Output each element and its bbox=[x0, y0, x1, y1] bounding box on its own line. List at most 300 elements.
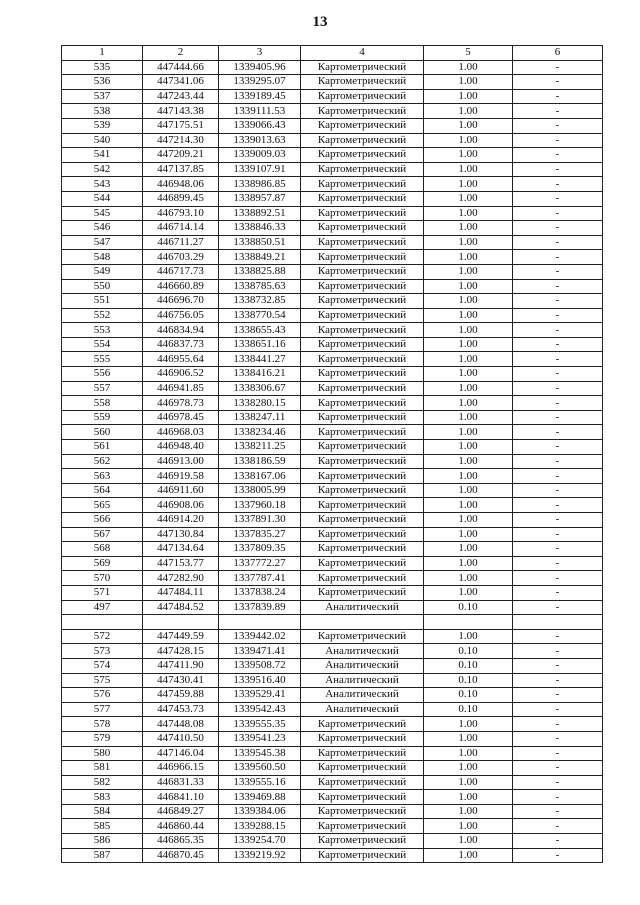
cell-n: 548 bbox=[62, 250, 143, 265]
cell-y: 1337809.35 bbox=[219, 542, 301, 557]
cell-y: 1338441.27 bbox=[219, 352, 301, 367]
cell-x: 446919.58 bbox=[143, 469, 219, 484]
cell-x: 446968.03 bbox=[143, 425, 219, 440]
table-row bbox=[62, 542, 603, 557]
cell-x: 447484.52 bbox=[143, 600, 219, 615]
cell-note: - bbox=[513, 658, 603, 673]
cell-n: 556 bbox=[62, 367, 143, 382]
cell-method: Картометрический bbox=[301, 264, 424, 279]
table-row bbox=[62, 352, 603, 367]
cell-n: 537 bbox=[62, 89, 143, 104]
cell-x: 447430.41 bbox=[143, 673, 219, 688]
cell-acc: 1.00 bbox=[424, 264, 513, 279]
cell-acc: 0.10 bbox=[424, 688, 513, 703]
table-row bbox=[62, 425, 603, 440]
cell-n: 573 bbox=[62, 644, 143, 659]
cell-acc: 0.10 bbox=[424, 673, 513, 688]
cell-n: 551 bbox=[62, 294, 143, 309]
cell-x: 446837.73 bbox=[143, 337, 219, 352]
cell-y: 1339288.15 bbox=[219, 819, 301, 834]
cell-y: 1337839.89 bbox=[219, 600, 301, 615]
cell-acc: 1.00 bbox=[424, 775, 513, 790]
cell-method: Картометрический bbox=[301, 75, 424, 90]
cell-y: 1339107.91 bbox=[219, 162, 301, 177]
cell-note: - bbox=[513, 133, 603, 148]
cell-y: 1337835.27 bbox=[219, 527, 301, 542]
cell-x: 447214.30 bbox=[143, 133, 219, 148]
cell-method: Картометрический bbox=[301, 89, 424, 104]
cell-method bbox=[301, 615, 424, 630]
cell-method: Картометрический bbox=[301, 148, 424, 163]
table-row bbox=[62, 600, 603, 615]
cell-method: Картометрический bbox=[301, 527, 424, 542]
cell-acc: 1.00 bbox=[424, 585, 513, 600]
cell-method: Картометрический bbox=[301, 162, 424, 177]
cell-note: - bbox=[513, 848, 603, 863]
cell-method: Картометрический bbox=[301, 469, 424, 484]
cell-method: Картометрический bbox=[301, 483, 424, 498]
cell-method: Картометрический bbox=[301, 60, 424, 75]
cell-x: 446793.10 bbox=[143, 206, 219, 221]
cell-x: 447444.66 bbox=[143, 60, 219, 75]
cell-method: Картометрический bbox=[301, 294, 424, 309]
cell-x: 446714.14 bbox=[143, 221, 219, 236]
cell-n: 560 bbox=[62, 425, 143, 440]
cell-method: Аналитический bbox=[301, 658, 424, 673]
cell-x: 447143.38 bbox=[143, 104, 219, 119]
cell-n: 543 bbox=[62, 177, 143, 192]
table-row bbox=[62, 731, 603, 746]
cell-method: Картометрический bbox=[301, 352, 424, 367]
cell-method: Картометрический bbox=[301, 848, 424, 863]
cell-acc: 1.00 bbox=[424, 717, 513, 732]
cell-y: 1339384.06 bbox=[219, 804, 301, 819]
cell-method: Картометрический bbox=[301, 498, 424, 513]
table-row bbox=[62, 513, 603, 528]
cell-n: 574 bbox=[62, 658, 143, 673]
cell-n: 535 bbox=[62, 60, 143, 75]
cell-y: 1338186.59 bbox=[219, 454, 301, 469]
cell-x: 446834.94 bbox=[143, 323, 219, 338]
cell-note: - bbox=[513, 440, 603, 455]
cell-acc: 0.10 bbox=[424, 600, 513, 615]
cell-n: 582 bbox=[62, 775, 143, 790]
cell-n: 553 bbox=[62, 323, 143, 338]
cell-x: 446966.15 bbox=[143, 761, 219, 776]
cell-method: Картометрический bbox=[301, 221, 424, 236]
cell-y: 1339560.50 bbox=[219, 761, 301, 776]
cell-n: 583 bbox=[62, 790, 143, 805]
cell-acc: 1.00 bbox=[424, 629, 513, 644]
cell-note: - bbox=[513, 75, 603, 90]
cell-n: 559 bbox=[62, 410, 143, 425]
cell-note: - bbox=[513, 323, 603, 338]
cell-x: 446860.44 bbox=[143, 819, 219, 834]
cell-x: 447175.51 bbox=[143, 118, 219, 133]
cell-method: Картометрический bbox=[301, 717, 424, 732]
cell-n: 562 bbox=[62, 454, 143, 469]
cell-n: 564 bbox=[62, 483, 143, 498]
cell-x: 447411.90 bbox=[143, 658, 219, 673]
cell-acc: 0.10 bbox=[424, 702, 513, 717]
table-row bbox=[62, 410, 603, 425]
cell-x: 447484.11 bbox=[143, 585, 219, 600]
cell-n: 566 bbox=[62, 513, 143, 528]
cell-method: Картометрический bbox=[301, 513, 424, 528]
table-row bbox=[62, 615, 603, 630]
cell-acc: 1.00 bbox=[424, 834, 513, 849]
cell-x: 446911.60 bbox=[143, 483, 219, 498]
cell-note: - bbox=[513, 790, 603, 805]
table-row bbox=[62, 454, 603, 469]
cell-y: 1338234.46 bbox=[219, 425, 301, 440]
table-row bbox=[62, 790, 603, 805]
cell-x: 446756.05 bbox=[143, 308, 219, 323]
cell-acc: 1.00 bbox=[424, 425, 513, 440]
cell-note: - bbox=[513, 425, 603, 440]
cell-y: 1338005.99 bbox=[219, 483, 301, 498]
cell-y: 1339555.35 bbox=[219, 717, 301, 732]
cell-acc: 0.10 bbox=[424, 644, 513, 659]
cell-n: 567 bbox=[62, 527, 143, 542]
cell-note: - bbox=[513, 264, 603, 279]
page-number: 13 bbox=[312, 14, 328, 30]
cell-x: 447341.06 bbox=[143, 75, 219, 90]
cell-acc: 1.00 bbox=[424, 162, 513, 177]
table-row bbox=[62, 834, 603, 849]
table-row bbox=[62, 585, 603, 600]
cell-note: - bbox=[513, 337, 603, 352]
cell-x: 446717.73 bbox=[143, 264, 219, 279]
table-row bbox=[62, 498, 603, 513]
cell-y: 1339254.70 bbox=[219, 834, 301, 849]
cell-n: 575 bbox=[62, 673, 143, 688]
cell-n: 577 bbox=[62, 702, 143, 717]
cell-y: 1339541.23 bbox=[219, 731, 301, 746]
cell-acc: 1.00 bbox=[424, 148, 513, 163]
cell-y: 1339516.40 bbox=[219, 673, 301, 688]
cell-n: 569 bbox=[62, 556, 143, 571]
table-row bbox=[62, 717, 603, 732]
cell-method: Картометрический bbox=[301, 761, 424, 776]
cell-method: Картометрический bbox=[301, 571, 424, 586]
cell-x: 446660.89 bbox=[143, 279, 219, 294]
header-cell: 2 bbox=[143, 46, 219, 61]
cell-y: 1339469.88 bbox=[219, 790, 301, 805]
cell-acc: 1.00 bbox=[424, 469, 513, 484]
cell-note: - bbox=[513, 148, 603, 163]
cell-y: 1338849.21 bbox=[219, 250, 301, 265]
cell-method: Картометрический bbox=[301, 381, 424, 396]
cell-x: 446914.20 bbox=[143, 513, 219, 528]
table-row bbox=[62, 177, 603, 192]
cell-acc: 1.00 bbox=[424, 250, 513, 265]
cell-acc: 1.00 bbox=[424, 848, 513, 863]
cell-acc: 1.00 bbox=[424, 323, 513, 338]
cell-note: - bbox=[513, 367, 603, 382]
cell-acc: 1.00 bbox=[424, 235, 513, 250]
cell-acc: 1.00 bbox=[424, 337, 513, 352]
table-row bbox=[62, 191, 603, 206]
header-cell: 4 bbox=[301, 46, 424, 61]
cell-x: 447130.84 bbox=[143, 527, 219, 542]
cell-y: 1338167.06 bbox=[219, 469, 301, 484]
cell-acc: 1.00 bbox=[424, 221, 513, 236]
cell-acc: 1.00 bbox=[424, 279, 513, 294]
table-row bbox=[62, 848, 603, 863]
table-row bbox=[62, 702, 603, 717]
cell-x: 447243.44 bbox=[143, 89, 219, 104]
table-row bbox=[62, 264, 603, 279]
cell-method: Картометрический bbox=[301, 308, 424, 323]
cell-y: 1339111.53 bbox=[219, 104, 301, 119]
cell-note: - bbox=[513, 761, 603, 776]
coordinates-table bbox=[61, 45, 603, 863]
table-row bbox=[62, 294, 603, 309]
cell-y: 1337838.24 bbox=[219, 585, 301, 600]
cell-x: 446831.33 bbox=[143, 775, 219, 790]
cell-note: - bbox=[513, 644, 603, 659]
cell-note: - bbox=[513, 556, 603, 571]
table-row bbox=[62, 775, 603, 790]
table-row bbox=[62, 761, 603, 776]
cell-n: 584 bbox=[62, 804, 143, 819]
cell-note: - bbox=[513, 834, 603, 849]
cell-acc: 1.00 bbox=[424, 367, 513, 382]
cell-n: 565 bbox=[62, 498, 143, 513]
table-row bbox=[62, 556, 603, 571]
cell-n: 571 bbox=[62, 585, 143, 600]
cell-method: Картометрический bbox=[301, 323, 424, 338]
table-row bbox=[62, 235, 603, 250]
cell-x: 446865.35 bbox=[143, 834, 219, 849]
cell-method: Картометрический bbox=[301, 775, 424, 790]
table-row bbox=[62, 162, 603, 177]
cell-y: 1338986.85 bbox=[219, 177, 301, 192]
cell-acc: 1.00 bbox=[424, 60, 513, 75]
cell-acc: 1.00 bbox=[424, 410, 513, 425]
table-row bbox=[62, 118, 603, 133]
table-body bbox=[62, 60, 603, 863]
cell-acc bbox=[424, 615, 513, 630]
cell-n: 578 bbox=[62, 717, 143, 732]
cell-y: 1339442.02 bbox=[219, 629, 301, 644]
cell-method: Картометрический bbox=[301, 790, 424, 805]
cell-method: Картометрический bbox=[301, 118, 424, 133]
cell-n: 587 bbox=[62, 848, 143, 863]
cell-n: 540 bbox=[62, 133, 143, 148]
cell-note: - bbox=[513, 542, 603, 557]
cell-method: Картометрический bbox=[301, 410, 424, 425]
cell-x: 447453.73 bbox=[143, 702, 219, 717]
table-row bbox=[62, 308, 603, 323]
table-row bbox=[62, 323, 603, 338]
cell-x: 447410.50 bbox=[143, 731, 219, 746]
cell-n: 581 bbox=[62, 761, 143, 776]
cell-note: - bbox=[513, 571, 603, 586]
cell-y: 1338211.25 bbox=[219, 440, 301, 455]
cell-note: - bbox=[513, 279, 603, 294]
cell-method: Аналитический bbox=[301, 673, 424, 688]
cell-note: - bbox=[513, 454, 603, 469]
cell-acc: 1.00 bbox=[424, 790, 513, 805]
cell-note: - bbox=[513, 746, 603, 761]
cell-n: 557 bbox=[62, 381, 143, 396]
cell-y: 1339405.96 bbox=[219, 60, 301, 75]
cell-acc: 1.00 bbox=[424, 396, 513, 411]
cell-x: 446870.45 bbox=[143, 848, 219, 863]
cell-x: 446908.06 bbox=[143, 498, 219, 513]
cell-note: - bbox=[513, 585, 603, 600]
cell-method: Картометрический bbox=[301, 104, 424, 119]
cell-note: - bbox=[513, 688, 603, 703]
cell-n: 546 bbox=[62, 221, 143, 236]
cell-n: 544 bbox=[62, 191, 143, 206]
cell-n: 547 bbox=[62, 235, 143, 250]
cell-acc: 1.00 bbox=[424, 133, 513, 148]
cell-note: - bbox=[513, 483, 603, 498]
cell-y: 1338846.33 bbox=[219, 221, 301, 236]
cell-note: - bbox=[513, 352, 603, 367]
cell-y: 1339471.41 bbox=[219, 644, 301, 659]
cell-method: Картометрический bbox=[301, 542, 424, 557]
cell-acc: 0.10 bbox=[424, 658, 513, 673]
cell-n: 554 bbox=[62, 337, 143, 352]
table-row bbox=[62, 381, 603, 396]
table-row bbox=[62, 644, 603, 659]
cell-x: 446941.85 bbox=[143, 381, 219, 396]
cell-acc: 1.00 bbox=[424, 556, 513, 571]
cell-y bbox=[219, 615, 301, 630]
header-cell: 3 bbox=[219, 46, 301, 61]
cell-note: - bbox=[513, 294, 603, 309]
cell-y: 1338785.63 bbox=[219, 279, 301, 294]
cell-note: - bbox=[513, 177, 603, 192]
cell-x: 447449.59 bbox=[143, 629, 219, 644]
cell-x: 447134.64 bbox=[143, 542, 219, 557]
cell-acc: 1.00 bbox=[424, 118, 513, 133]
cell-note: - bbox=[513, 235, 603, 250]
cell-n: 563 bbox=[62, 469, 143, 484]
cell-x: 446948.40 bbox=[143, 440, 219, 455]
cell-n: 558 bbox=[62, 396, 143, 411]
cell-x bbox=[143, 615, 219, 630]
table-row bbox=[62, 483, 603, 498]
cell-acc: 1.00 bbox=[424, 746, 513, 761]
cell-acc: 1.00 bbox=[424, 308, 513, 323]
cell-method: Картометрический bbox=[301, 746, 424, 761]
cell-method: Картометрический bbox=[301, 556, 424, 571]
header-cell: 1 bbox=[62, 46, 143, 61]
cell-n: 542 bbox=[62, 162, 143, 177]
cell-note: - bbox=[513, 600, 603, 615]
cell-note: - bbox=[513, 60, 603, 75]
cell-acc: 1.00 bbox=[424, 571, 513, 586]
cell-acc: 1.00 bbox=[424, 352, 513, 367]
cell-acc: 1.00 bbox=[424, 819, 513, 834]
cell-y: 1337772.27 bbox=[219, 556, 301, 571]
cell-note: - bbox=[513, 731, 603, 746]
cell-y: 1339066.43 bbox=[219, 118, 301, 133]
cell-method: Картометрический bbox=[301, 629, 424, 644]
cell-y: 1338957.87 bbox=[219, 191, 301, 206]
header-cell: 5 bbox=[424, 46, 513, 61]
cell-n: 586 bbox=[62, 834, 143, 849]
cell-y: 1338651.16 bbox=[219, 337, 301, 352]
table-row bbox=[62, 133, 603, 148]
cell-y: 1339009.03 bbox=[219, 148, 301, 163]
cell-note: - bbox=[513, 89, 603, 104]
cell-n: 538 bbox=[62, 104, 143, 119]
table-row bbox=[62, 527, 603, 542]
cell-y: 1338892.51 bbox=[219, 206, 301, 221]
cell-x: 446955.64 bbox=[143, 352, 219, 367]
cell-x: 446913.00 bbox=[143, 454, 219, 469]
table-row bbox=[62, 148, 603, 163]
cell-method: Картометрический bbox=[301, 191, 424, 206]
cell-y: 1338306.67 bbox=[219, 381, 301, 396]
cell-method: Аналитический bbox=[301, 702, 424, 717]
cell-method: Картометрический bbox=[301, 585, 424, 600]
cell-note: - bbox=[513, 469, 603, 484]
table-row bbox=[62, 206, 603, 221]
cell-y: 1339545.38 bbox=[219, 746, 301, 761]
cell-method: Картометрический bbox=[301, 834, 424, 849]
cell-n: 555 bbox=[62, 352, 143, 367]
cell-n: 568 bbox=[62, 542, 143, 557]
cell-n: 552 bbox=[62, 308, 143, 323]
cell-note: - bbox=[513, 775, 603, 790]
cell-acc: 1.00 bbox=[424, 191, 513, 206]
table-row bbox=[62, 804, 603, 819]
cell-y: 1338655.43 bbox=[219, 323, 301, 338]
table-row bbox=[62, 250, 603, 265]
cell-method: Картометрический bbox=[301, 279, 424, 294]
cell-x: 446948.06 bbox=[143, 177, 219, 192]
cell-x: 447209.21 bbox=[143, 148, 219, 163]
cell-method: Аналитический bbox=[301, 600, 424, 615]
cell-note: - bbox=[513, 206, 603, 221]
cell-n: 580 bbox=[62, 746, 143, 761]
cell-method: Картометрический bbox=[301, 804, 424, 819]
cell-n: 536 bbox=[62, 75, 143, 90]
cell-note: - bbox=[513, 498, 603, 513]
cell-n: 497 bbox=[62, 600, 143, 615]
cell-x: 446899.45 bbox=[143, 191, 219, 206]
cell-acc: 1.00 bbox=[424, 513, 513, 528]
cell-x: 446906.52 bbox=[143, 367, 219, 382]
cell-note: - bbox=[513, 410, 603, 425]
cell-acc: 1.00 bbox=[424, 731, 513, 746]
cell-n: 539 bbox=[62, 118, 143, 133]
table-row bbox=[62, 367, 603, 382]
cell-x: 447448.08 bbox=[143, 717, 219, 732]
cell-x: 446841.10 bbox=[143, 790, 219, 805]
table-row bbox=[62, 746, 603, 761]
cell-note: - bbox=[513, 162, 603, 177]
cell-n: 541 bbox=[62, 148, 143, 163]
table-row bbox=[62, 440, 603, 455]
cell-x: 447282.90 bbox=[143, 571, 219, 586]
cell-method: Аналитический bbox=[301, 644, 424, 659]
cell-n: 545 bbox=[62, 206, 143, 221]
table-row bbox=[62, 75, 603, 90]
cell-y: 1339189.45 bbox=[219, 89, 301, 104]
cell-y: 1338850.51 bbox=[219, 235, 301, 250]
cell-note: - bbox=[513, 629, 603, 644]
cell-acc: 1.00 bbox=[424, 527, 513, 542]
cell-acc: 1.00 bbox=[424, 206, 513, 221]
